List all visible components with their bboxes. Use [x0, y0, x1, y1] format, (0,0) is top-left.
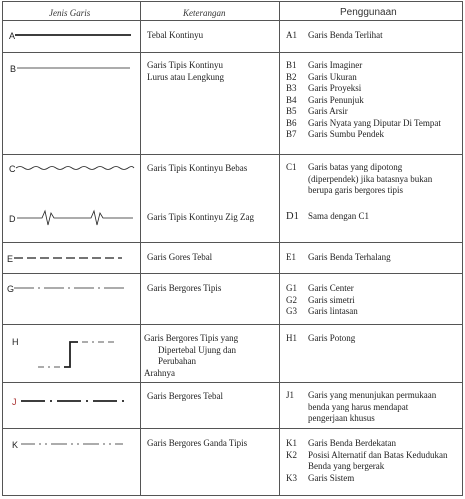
- description-d: Garis Tipis Kontinyu Zig Zag: [147, 212, 255, 222]
- line-label-k: K: [12, 440, 19, 450]
- column-divider: [279, 2, 280, 495]
- usage-k: K1 Garis Benda Berdekatan K2 Posisi Alternatif dan Batas Kedudukan Benda yang bergerak K3 Garis Sistem: [286, 438, 448, 483]
- header-penggunaan: Penggunaan: [340, 7, 397, 18]
- row-divider: [3, 273, 462, 274]
- usage-h: H1 Garis Potong: [286, 333, 356, 343]
- line-label-j: J: [12, 397, 17, 407]
- line-label-g: G: [7, 284, 15, 294]
- usage-d: D1 Sama dengan C1: [286, 211, 369, 222]
- description-a: Tebal Kontinyu: [147, 30, 204, 40]
- freehand-line-sample: [16, 162, 138, 174]
- header-keterangan: Keterangan: [183, 8, 226, 18]
- usage-g: G1 Garis Center G2 Garis simetri G3 Garis lintasan: [286, 283, 358, 316]
- zigzag-line-sample: [17, 207, 137, 227]
- line-types-table: [2, 1, 463, 496]
- line-label-c: C: [9, 164, 16, 174]
- description-k: Garis Bergores Ganda Tipis: [147, 438, 248, 448]
- thin-dash-dot-line-sample: [14, 285, 124, 291]
- row-divider: [3, 52, 462, 53]
- description-b: Garis Tipis Kontinyu Lurus atau Lengkung: [147, 60, 224, 82]
- thick-continuous-line-sample: [15, 32, 135, 38]
- line-label-e: E: [7, 254, 14, 264]
- line-label-a: A: [9, 31, 16, 41]
- usage-e: E1 Garis Benda Terhalang: [286, 252, 391, 262]
- row-divider: [3, 428, 462, 429]
- row-divider: [3, 154, 462, 155]
- description-g: Garis Bergores Tipis: [147, 283, 222, 293]
- thick-dashed-line-sample: [14, 255, 124, 261]
- line-label-d: D: [9, 214, 16, 224]
- thin-continuous-line-sample: [17, 65, 137, 71]
- description-j: Garis Bergores Tebal: [147, 391, 224, 401]
- column-divider: [140, 2, 141, 495]
- description-h: Garis Bergores Tipis yang Dipertebal Ujung dan Perubahan Arahnya: [144, 333, 239, 378]
- header-jenis-garis: Jenis Garis: [49, 8, 91, 18]
- row-divider: [3, 242, 462, 243]
- thick-dash-dot-line-sample: [21, 398, 131, 404]
- description-e: Garis Gores Tebal: [147, 252, 213, 262]
- thin-double-dash-line-sample: [21, 441, 131, 447]
- usage-a: A1 Garis Benda Terlihat: [286, 30, 383, 40]
- usage-j: J1 Garis yang menunjukan permukaan benda yang harus mendapat pengerjaan khusus: [286, 390, 437, 423]
- row-divider: [3, 382, 462, 383]
- header-divider: [3, 20, 462, 21]
- row-divider: [3, 324, 462, 325]
- line-label-h: H: [12, 337, 19, 347]
- cutting-plane-line-sample: [18, 338, 118, 374]
- description-c: Garis Tipis Kontinyu Bebas: [147, 163, 248, 173]
- line-label-b: B: [10, 64, 17, 74]
- usage-c: C1 Garis batas yang dipotong (diperpendek) jika batasnya bukan berupa garis bergores tipis: [286, 162, 433, 195]
- usage-b: B1 Garis Imaginer B2 Garis Ukuran B3 Garis Proyeksi B4 Garis Penunjuk B5 Garis Arsir B6 Garis Nyata yang Diputar Di Tempat B7 Garis Sumbu Pendek: [286, 60, 441, 139]
